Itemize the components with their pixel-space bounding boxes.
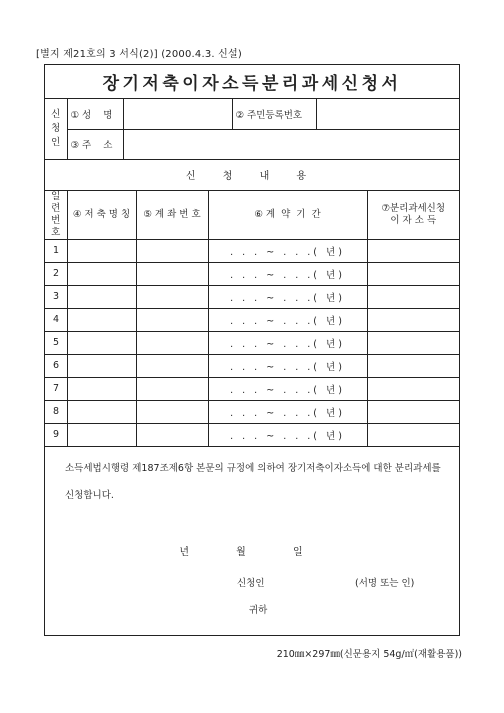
applicant-label-char: 인 [51, 136, 61, 148]
contract-period-cell[interactable]: . . . ~ . . .( 년) [208, 331, 367, 354]
header-serial-line: 일련 [51, 190, 61, 214]
table-row [45, 239, 459, 262]
recipient-label: 귀하 [249, 605, 268, 616]
account-no-cell[interactable] [136, 400, 208, 423]
account-no-cell[interactable] [136, 262, 208, 285]
savings-name-cell[interactable] [67, 262, 136, 285]
contract-period-cell[interactable]: . . . ~ . . .( 년) [208, 262, 367, 285]
account-no-cell[interactable] [136, 285, 208, 308]
table-row [45, 423, 459, 446]
interest-income-cell[interactable] [367, 239, 459, 262]
savings-name-cell[interactable] [67, 377, 136, 400]
table-row [45, 354, 459, 377]
account-no-cell[interactable] [136, 354, 208, 377]
row-number: 8 [45, 400, 67, 423]
account-no-cell[interactable] [136, 331, 208, 354]
interest-income-cell[interactable] [367, 331, 459, 354]
header-serial [45, 191, 67, 240]
contract-period-cell[interactable]: . . . ~ . . .( 년) [208, 285, 367, 308]
account-no-cell[interactable] [136, 308, 208, 331]
savings-name-cell[interactable] [67, 239, 136, 262]
resident-id-field[interactable] [316, 99, 459, 129]
savings-name-cell[interactable] [67, 285, 136, 308]
header-savings-name: ④ 저 축 명 칭 [67, 191, 136, 240]
interest-income-cell[interactable] [367, 285, 459, 308]
row-number: 2 [45, 262, 67, 285]
signature-note: (서명 또는 인) [355, 578, 415, 589]
paper-spec-footer: 210㎜×297㎜(신문용지 54g/㎡(재활용품)) [276, 649, 462, 660]
savings-name-cell[interactable] [67, 423, 136, 446]
form-title: 장기저축이자소득분리과세신청서 [102, 74, 402, 94]
savings-table [45, 191, 459, 447]
header-serial-line: 번호 [51, 214, 61, 238]
row-number: 1 [45, 239, 67, 262]
row-number: 9 [45, 423, 67, 446]
applicant-table [45, 99, 459, 160]
table-row [45, 331, 459, 354]
contract-period-cell[interactable]: . . . ~ . . .( 년) [208, 400, 367, 423]
name-field[interactable] [123, 99, 232, 129]
account-no-cell[interactable] [136, 423, 208, 446]
table-row [45, 400, 459, 423]
applicant-label-char: 신 [51, 108, 61, 120]
contract-period-cell[interactable]: . . . ~ . . .( 년) [208, 308, 367, 331]
account-no-cell[interactable] [136, 239, 208, 262]
table-row [45, 308, 459, 331]
resident-id-label: ② 주민등록번호 [232, 99, 316, 129]
interest-income-cell[interactable] [367, 308, 459, 331]
applicant-label-char: 청 [51, 122, 61, 134]
header-interest-line: 이 자 소 득 [390, 214, 437, 226]
applicant-group-label [45, 99, 67, 159]
contract-period-cell[interactable]: . . . ~ . . .( 년) [208, 377, 367, 400]
row-number: 6 [45, 354, 67, 377]
interest-income-cell[interactable] [367, 262, 459, 285]
address-label: ③ 주 소 [67, 129, 123, 159]
form-number-note: [별지 제21호의 3 서식(2)] (2000.4.3. 신설) [36, 49, 243, 60]
table-row [45, 285, 459, 308]
name-label: ① 성 명 [67, 99, 123, 129]
table-header-row [45, 191, 459, 240]
applicant-signature-label: 신청인 [237, 578, 265, 589]
contract-period-cell[interactable]: . . . ~ . . .( 년) [208, 239, 367, 262]
interest-income-cell[interactable] [367, 423, 459, 446]
interest-income-cell[interactable] [367, 400, 459, 423]
header-interest-income [367, 191, 459, 240]
section-title: 신 청 내 용 [45, 160, 459, 191]
statement-text: 소득세법시행령 제187조제6항 본문의 규정에 의하여 장기저축이자소득에 대한 분리과세를 신청합니다. [65, 463, 441, 501]
header-contract-period: ⑥ 계 약 기 간 [208, 191, 367, 240]
savings-name-cell[interactable] [67, 308, 136, 331]
savings-name-cell[interactable] [67, 354, 136, 377]
contract-period-cell[interactable]: . . . ~ . . .( 년) [208, 423, 367, 446]
application-form [44, 64, 460, 636]
table-row [45, 262, 459, 285]
table-row [45, 377, 459, 400]
savings-name-cell[interactable] [67, 331, 136, 354]
row-number: 4 [45, 308, 67, 331]
header-account-no: ⑤ 계 좌 번 호 [136, 191, 208, 240]
row-number: 7 [45, 377, 67, 400]
row-number: 5 [45, 331, 67, 354]
savings-name-cell[interactable] [67, 400, 136, 423]
row-number: 3 [45, 285, 67, 308]
account-no-cell[interactable] [136, 377, 208, 400]
date-line[interactable]: 년 월 일 [179, 547, 325, 558]
contract-period-cell[interactable]: . . . ~ . . .( 년) [208, 354, 367, 377]
title-row [45, 65, 459, 99]
address-field[interactable] [123, 129, 459, 159]
header-interest-line: ⑦분리과세신청 [381, 202, 446, 214]
interest-income-cell[interactable] [367, 377, 459, 400]
interest-income-cell[interactable] [367, 354, 459, 377]
